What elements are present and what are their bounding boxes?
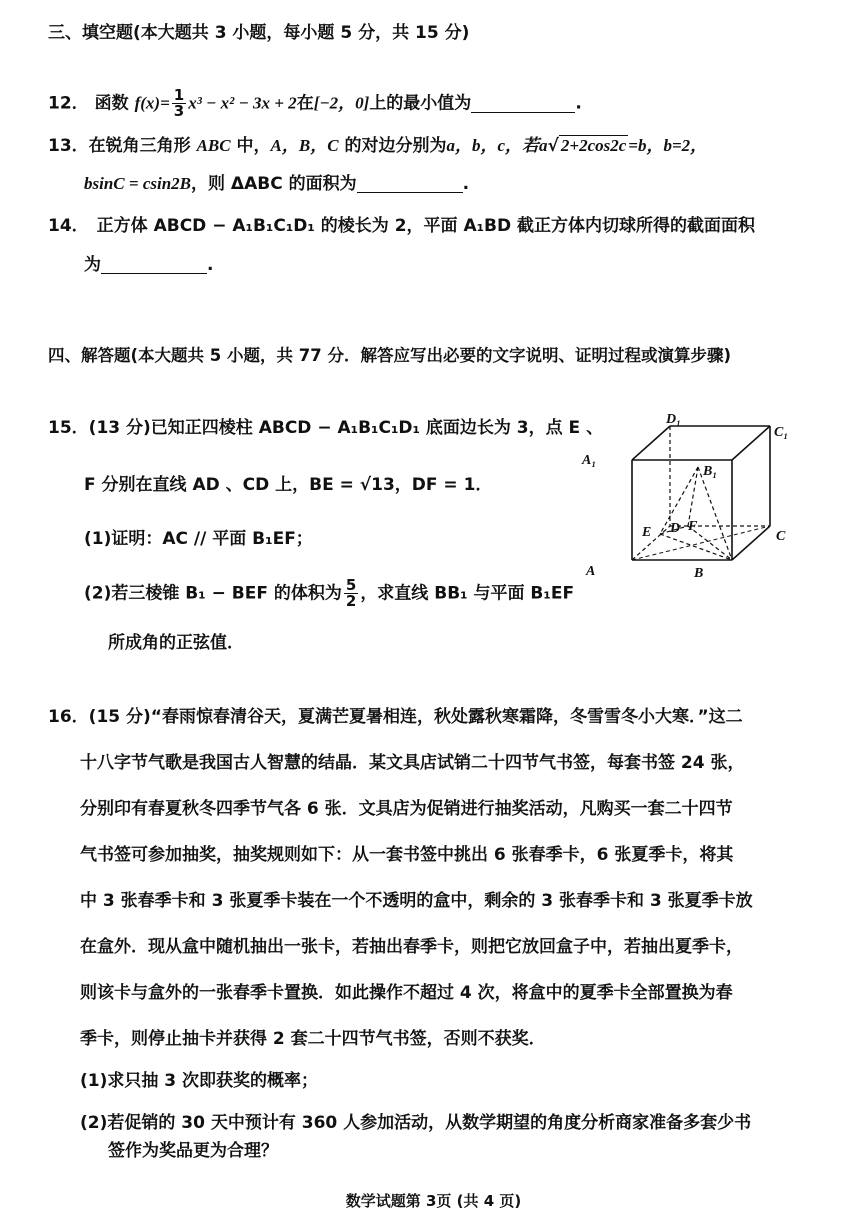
q15-frac-num: 5	[345, 576, 357, 594]
question-15-part-2-cont: 所成角的正弦值．	[108, 633, 244, 653]
line-b1-b	[698, 467, 732, 560]
section-4-heading: 四、解答题(本大题共 5 小题，共 77 分．解答应写出必要的文字说明、证明过程或演算步骤)	[48, 346, 732, 365]
q12-formula-a: f(x)=	[134, 93, 170, 113]
q13-line1-b: 中，	[236, 136, 271, 156]
q16-part-2-line-2: 签作为奖品更为合理？	[108, 1141, 278, 1161]
q16-line: 气书签可参加抽奖，抽奖规则如下：从一套书签中挑出 6 张春季卡，6 张夏季卡，将其	[80, 845, 734, 865]
label-b1: B₁	[703, 464, 718, 479]
q12-frac-num: 1	[173, 86, 185, 104]
q16-part-2-line-1: (2)若促销的 30 天中预计有 360 人参加活动，从数学期望的角度分析商家准备多套少书	[80, 1113, 752, 1133]
q13-end: .	[462, 174, 470, 194]
label-e: E	[642, 525, 652, 540]
q13-line1-e: a，b，c，若	[446, 136, 540, 155]
q12-number: 12．	[48, 93, 89, 114]
q13-cond-b: =b，b=2，	[628, 136, 708, 155]
q13-number: 13．	[48, 136, 89, 156]
label-d: D	[670, 521, 681, 536]
q14-number: 14．	[48, 216, 89, 236]
label-f: F	[688, 519, 698, 534]
q13-line1-a: 在锐角三角形	[88, 136, 191, 156]
q12-formula-b: x³ − x² − 3x + 2	[188, 93, 297, 113]
q15-part2-b: ，求直线 BB₁ 与平面 B₁EF	[360, 583, 575, 604]
q16-line: 在盒外．现从盒中随机抽出一张卡，若抽出春季卡，则把它放回盒子中，若抽出夏季卡，	[80, 937, 743, 957]
q14-line1: 正方体 ABCD − A₁B₁C₁D₁ 的棱长为 2，平面 A₁BD 截正方体内切球所得的截面面积	[96, 216, 756, 236]
q15-part2-a: (2)若三棱锥 B₁ − BEF 的体积为	[84, 583, 342, 604]
edge-a1-d1	[632, 426, 670, 460]
q13-cond-sqrt: 2+2cos2c	[560, 136, 627, 155]
q12-text-c: 上的最小值为	[369, 93, 472, 114]
q15-number: 15．	[48, 418, 89, 438]
q13-line1-d: 的对边分别为	[344, 136, 447, 156]
q16-line: 则该卡与盒外的一张春季卡置换．如此操作不超过 4 次，将盒中的夏季卡全部置换为春	[80, 983, 733, 1003]
question-15-line-2: F 分别在直线 AD 、CD 上，BE = √13，DF = 1．	[84, 475, 493, 495]
label-b: B	[694, 566, 704, 581]
q14-end: .	[207, 255, 214, 275]
q13-cond-a: a	[539, 136, 548, 155]
label-a1: A₁	[582, 453, 597, 468]
q15-frac-den: 2	[345, 592, 357, 610]
q13-abc: ABC	[196, 136, 231, 155]
label-c: C	[776, 529, 786, 544]
q14-line2: 为	[84, 255, 101, 275]
q16-line: 中 3 张春季卡和 3 张夏季卡装在一个不透明的盒中，剩余的 3 张春季卡和 3 张夏季卡放	[80, 891, 753, 911]
q13-line2-text: ，则 ΔABC 的面积为	[191, 174, 357, 194]
question-13-line-2	[84, 173, 469, 195]
q12-frac-den: 3	[173, 102, 185, 120]
q16-line: 分别印有春夏秋冬四季节气各 6 张．文具店为促销进行抽奖活动，凡购买一套二十四节	[80, 799, 733, 819]
q12-interval: [−2，0]	[313, 93, 370, 113]
q12-text-a: 函数	[94, 93, 129, 114]
line-a-c	[632, 526, 770, 560]
q16-line-0: (15 分)“春雨惊春清谷天，夏满芒夏暑相连，秋处露秋寒霜降，冬雪雪冬小大寒．”这二	[88, 707, 743, 727]
q13-line2-formula: bsinC = csin2B	[84, 174, 191, 193]
q13-answer-blank[interactable]	[357, 174, 463, 193]
q14-answer-blank[interactable]	[101, 255, 207, 274]
label-a: A	[586, 564, 596, 579]
question-15-part-1: (1)证明：AC // 平面 B₁EF；	[84, 529, 313, 549]
question-13-line-1: 13．在锐角三角形 ABC 中，A，B，C 的对边分别为a，b，c，若a√ 2+2cos2c =b，b=2，	[48, 136, 708, 156]
section-3-heading: 三、填空题(本大题共 3 小题，每小题 5 分，共 15 分)	[48, 23, 470, 43]
question-14-line-1	[48, 215, 755, 237]
q16-line: 十八字节气歌是我国古人智慧的结晶．某文具店试销二十四节气书签，每套书签 24 张，	[80, 753, 745, 773]
q15-line1: (13 分)已知正四棱柱 ABCD − A₁B₁C₁D₁ 底面边长为 3，点 E 、	[88, 418, 604, 438]
q16-number: 16．	[48, 707, 89, 727]
q16-part-1: (1)求只抽 3 次即获奖的概率；	[80, 1071, 319, 1091]
q16-line: 季卡，则停止抽卡并获得 2 套二十四节气书签，否则不获奖．	[80, 1029, 546, 1049]
q12-fraction	[172, 88, 186, 119]
q13-line1-c: A，B，C	[270, 136, 339, 155]
edge-b1top-c1	[732, 426, 770, 460]
question-12	[48, 88, 582, 119]
q15-volume-fraction	[344, 578, 358, 609]
prism-figure	[570, 412, 800, 582]
question-14-line-2	[84, 254, 213, 276]
page-footer: 数学试题第 3页 (共 4 页)	[345, 1192, 522, 1210]
q12-text-b: 在	[296, 93, 314, 114]
q12-answer-blank[interactable]	[471, 94, 575, 113]
question-16-line-1	[48, 706, 743, 728]
question-15-line-1	[48, 417, 603, 439]
label-c1: C₁	[774, 425, 789, 440]
question-15-part-2	[84, 578, 574, 609]
label-d1: D₁	[666, 412, 681, 427]
q12-end: .	[575, 93, 582, 114]
